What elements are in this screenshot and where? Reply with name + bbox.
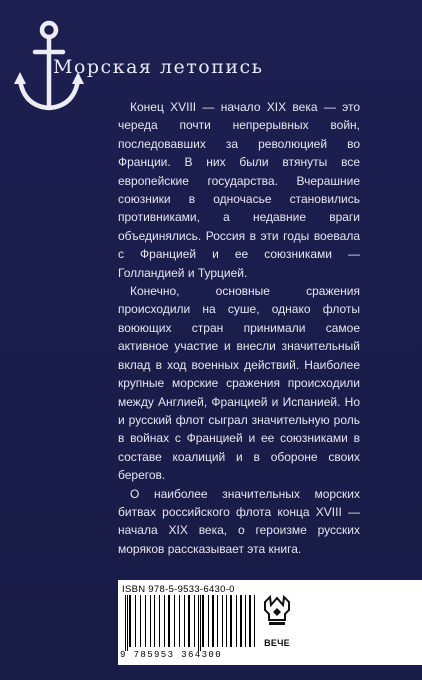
barcode-bar [217,595,218,647]
barcode-bar [249,595,251,647]
barcode-bar [188,595,190,647]
series-title: Морская летопись [53,56,264,78]
barcode-bar [240,595,242,647]
barcode-bar [154,595,155,647]
barcode-bar [254,595,255,647]
barcode-bar [236,595,237,647]
barcode-bar [145,595,146,647]
blurb-text [118,98,360,558]
barcode-bar [174,595,175,647]
barcode-image [122,595,258,651]
barcode-digits: 9 785953 364300 [120,650,223,660]
barcode-bar [129,595,131,647]
barcode-bar [164,595,165,647]
barcode-bar [208,595,209,647]
barcode-bar [212,595,214,647]
blurb-paragraph: Конечно, основные сражения происходили на суше, однако флоты воюющих стран принимали самое активное участие и внесли значительный вклад в ход военных действий. Наиболее крупные морские сражения происходили между Англией, Францией и Испанией. Но и русский флот сыграл значительную роль в войнах с Францией и ее союзниками в составе коалиций и в обороне своих берегов. [118,284,360,483]
blurb-paragraph: О наиболее значительных морских битвах российского флота конца XVIII — начала XIX века, о героизме русских моряков рассказывает эта книга. [118,486,360,556]
barcode-bar [202,595,204,647]
barcode-bar [230,595,232,647]
blurb-paragraph: Конец XVIII — начало XIX века — это череда почти непрерывных войн, последовавших за революцией во Франции. В них были втянуты все европейские государства. Вчерашние союзники в одночасье становились противниками, а недавние враги объединялись. Россия в эти годы воевала с Францией и ее союзниками — Голландией и Турцией. [118,100,360,280]
barcode-bar [198,595,199,651]
barcode-bar [222,595,223,647]
barcode-bar [245,595,246,647]
barcode-bar [150,595,151,647]
isbn-label: ISBN 978-5-9533-6430-0 [122,584,235,595]
barcode-bar [200,595,201,651]
barcode-bar [194,595,195,647]
barcode-bar [125,595,126,651]
barcode-bar [127,595,128,651]
barcode-bar [135,595,136,647]
publisher-logo-icon [261,594,293,636]
barcode-bar [168,595,170,647]
barcode-bar [226,595,227,647]
barcode-bar [179,595,180,647]
barcode-bar [159,595,160,647]
barcode-panel [118,580,422,665]
barcode-bar [184,595,185,647]
publisher-name: ВЕЧЕ [264,638,290,648]
barcode-bar [140,595,141,647]
